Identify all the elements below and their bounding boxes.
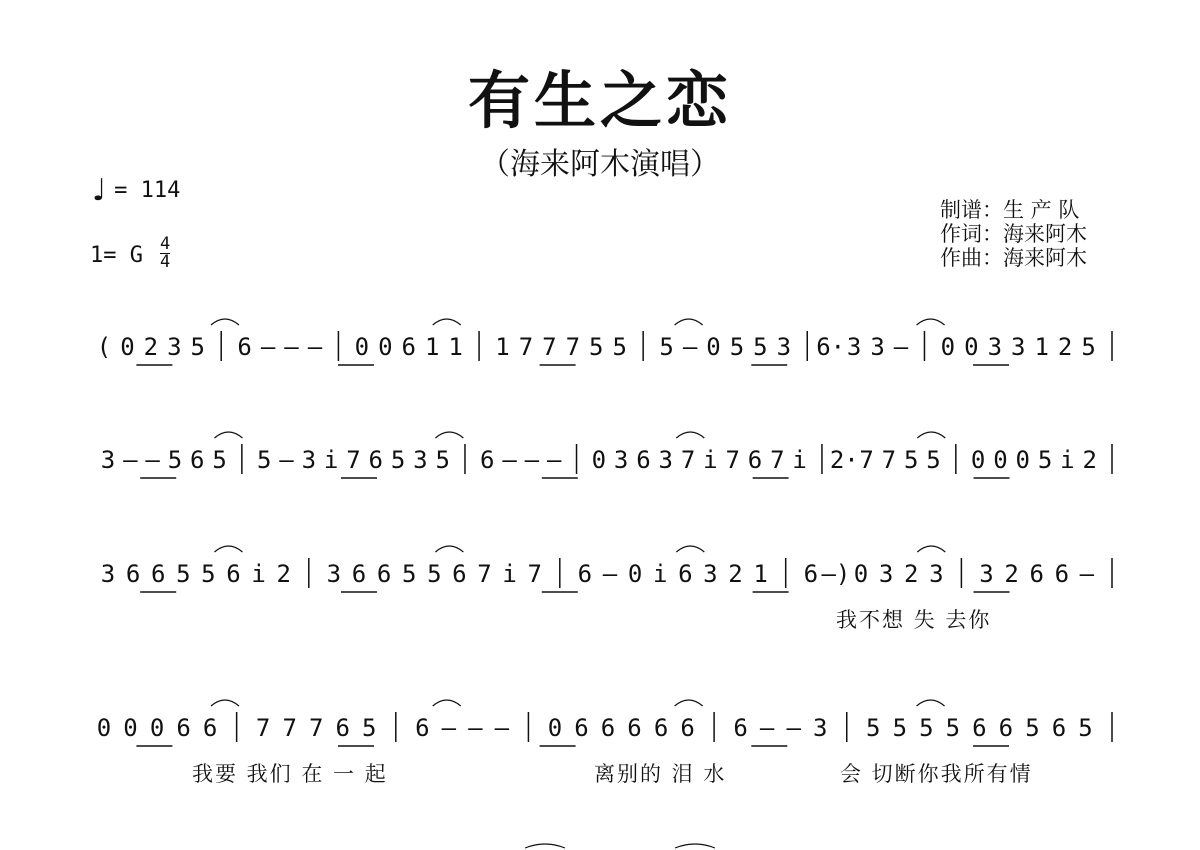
notation-symbol: 2	[1004, 560, 1019, 588]
notation-symbol: –	[524, 446, 540, 474]
notation-symbol: 7	[859, 446, 874, 474]
notation-symbol: 1	[753, 560, 768, 588]
notation-symbol: 5	[1025, 714, 1040, 742]
notation-symbol: 6	[125, 560, 141, 588]
key-signature: 1= G	[90, 243, 143, 268]
notation-symbol: 0	[378, 333, 393, 361]
notation-symbol: 5	[435, 446, 450, 474]
notation-symbol: 1	[495, 333, 510, 361]
notation-symbol: 0	[120, 333, 135, 361]
notation-symbol: 3	[812, 714, 828, 742]
slur-mark	[675, 844, 715, 848]
notation-symbol: 5	[753, 333, 768, 361]
notation-symbol: 6	[150, 560, 166, 588]
notation-symbol: 5	[190, 333, 205, 361]
notation-symbol: 6	[1054, 560, 1070, 588]
slur-mark	[211, 700, 239, 706]
notation-symbol: 6·	[816, 333, 846, 361]
notation-symbol: –	[602, 560, 618, 588]
notation-symbol: 5	[401, 560, 417, 588]
notation-symbol: 2	[276, 560, 291, 588]
notation-symbol: 7	[518, 333, 534, 361]
lyric-line-3: 我不想 失 去你	[836, 608, 992, 632]
notation-symbol: 5	[892, 714, 908, 742]
slur-mark	[214, 432, 242, 438]
notation-symbol: 6	[452, 560, 467, 588]
notation-symbol: –	[284, 333, 299, 361]
notation-symbol: 6	[237, 333, 252, 361]
notation-symbol: 6	[415, 714, 430, 742]
composer-credit: 作曲：海来阿木	[940, 246, 1087, 270]
notation-symbol: 0	[354, 333, 370, 361]
notation-symbol: i	[652, 560, 668, 588]
notation-symbol: 3	[1011, 333, 1026, 361]
notation-symbol: 7	[542, 333, 557, 361]
notation-symbol: 5	[256, 446, 272, 474]
notation-symbol: 5	[427, 560, 442, 588]
notation-symbol: 3	[703, 560, 718, 588]
notation-symbol: 6	[636, 446, 651, 474]
notation-symbol: 0	[547, 714, 563, 742]
lyric-line-4c: 会 切断你我所有情	[840, 762, 1033, 786]
notation-symbol: –	[145, 446, 160, 474]
notation-symbol: 6	[627, 714, 642, 742]
meter-top: 4	[160, 234, 171, 254]
notation-symbol: –	[494, 714, 510, 742]
notation-symbol: 3	[878, 560, 894, 588]
notation-symbol: 0	[940, 333, 956, 361]
slur-mark	[917, 319, 945, 325]
notation-symbol: 5	[1078, 714, 1093, 742]
notation-symbol: 6	[176, 714, 191, 742]
notation-symbol: 0	[706, 333, 721, 361]
notation-symbol: –	[1079, 560, 1095, 588]
notation-symbol: 6	[733, 714, 748, 742]
slur-mark	[433, 700, 461, 706]
notation-symbol: 3	[929, 560, 944, 588]
notation-symbol: –	[123, 446, 138, 474]
notation-symbol: 3	[846, 333, 862, 361]
slur-mark	[435, 546, 463, 552]
slur-mark	[917, 700, 945, 706]
notation-symbol: –	[279, 446, 294, 474]
notation-symbol: 7	[308, 714, 324, 742]
notation-symbol: 5	[866, 714, 881, 742]
slur-mark	[675, 700, 703, 706]
notation-symbol: 6	[376, 560, 392, 588]
notation-symbol: 3	[870, 333, 885, 361]
notation-symbol: 5	[362, 714, 377, 742]
performer-subtitle: （海来阿木演唱）	[480, 147, 720, 182]
notation-symbol: 0	[591, 446, 607, 474]
notation-symbol: –	[759, 714, 775, 742]
slur-mark	[917, 546, 945, 552]
notation-symbol: 6	[226, 560, 241, 588]
notation-symbol: 0	[1015, 446, 1030, 474]
notation-symbol: –	[441, 714, 457, 742]
notation-symbol: 3	[658, 446, 674, 474]
notation-symbol: 5	[1037, 446, 1053, 474]
notation-symbol: 7	[477, 560, 492, 588]
notation-symbol: 6	[1051, 714, 1067, 742]
notation-symbol: 0	[149, 714, 165, 742]
slur-mark	[211, 319, 239, 325]
notation-symbol: i	[502, 560, 517, 588]
notation-symbol: 2·	[829, 446, 859, 474]
notation-symbol: 6	[577, 560, 593, 588]
notation-symbol: 3	[100, 560, 116, 588]
notation-symbol: 5	[1081, 333, 1096, 361]
notation-symbol: 3	[613, 446, 629, 474]
notation-symbol: 0	[964, 333, 979, 361]
notation-symbol: 7	[346, 446, 361, 474]
notation-symbol: 6	[803, 560, 819, 588]
notation-symbol: 5	[589, 333, 604, 361]
notation-symbol: –	[307, 333, 323, 361]
slur-mark	[676, 432, 704, 438]
notation-symbol: 6	[335, 714, 350, 742]
notation-symbol: 7	[565, 333, 581, 361]
notation-symbol: 6	[1029, 560, 1044, 588]
notation-symbol: 7	[527, 560, 542, 588]
slur-mark	[435, 432, 463, 438]
notation-symbol: 7	[770, 446, 785, 474]
notation-symbol: 3	[326, 560, 342, 588]
quarter-note-icon: ♩	[92, 173, 107, 208]
slur-mark	[214, 546, 242, 552]
meter-bottom: 4	[160, 252, 171, 272]
notation-symbol: 3	[776, 333, 792, 361]
notation-symbol: 3	[100, 446, 116, 474]
notation-symbol: 6	[574, 714, 589, 742]
notation-symbol: 5	[176, 560, 191, 588]
song-title: 有生之恋	[467, 64, 732, 137]
notation-symbol: 3	[301, 446, 317, 474]
notation-symbol: i	[251, 560, 266, 588]
notation-symbol: 6	[680, 714, 695, 742]
slur-mark	[676, 546, 704, 552]
notation-symbol: –	[468, 714, 483, 742]
notation-symbol: 7	[881, 446, 897, 474]
notation-symbol: –	[502, 446, 517, 474]
notation-symbol: i	[323, 446, 339, 474]
notation-symbol: 7	[255, 714, 271, 742]
notation-symbol: 3	[413, 446, 428, 474]
notation-symbol: 5	[903, 446, 919, 474]
notation-symbol: –	[786, 714, 801, 742]
notation-symbol: 5	[926, 446, 941, 474]
notation-symbol: i	[1060, 446, 1075, 474]
notation-symbol: 0	[993, 446, 1008, 474]
notation-symbol: –	[546, 446, 562, 474]
notation-symbol: 3	[167, 333, 182, 361]
notation-symbol: 2	[143, 333, 159, 361]
notation-symbol: 6	[190, 446, 205, 474]
notation-symbol: (	[96, 333, 112, 361]
notation-symbol: 5	[729, 333, 745, 361]
notation-symbol: 6	[678, 560, 693, 588]
notation-symbol: 6	[653, 714, 669, 742]
lyricist-credit: 作词：海来阿木	[940, 222, 1087, 246]
notation-symbol: 5	[659, 333, 674, 361]
tempo-value: = 114	[114, 178, 181, 203]
lyric-line-4b: 离别的 泪 水	[594, 762, 727, 786]
slur-mark	[525, 844, 565, 848]
notation-symbol: 1	[448, 333, 463, 361]
notation-symbol: 3	[987, 333, 1003, 361]
notation-symbol: 5	[201, 560, 216, 588]
notation-symbol: 5	[612, 333, 627, 361]
notation-symbol: 5	[919, 714, 934, 742]
notation-symbol: 0	[123, 714, 138, 742]
notation-symbol: 1	[1034, 333, 1049, 361]
notation-symbol: 2	[728, 560, 743, 588]
notation-symbol: 6	[998, 714, 1014, 742]
notation-symbol: 2	[903, 560, 919, 588]
notation-symbol: 2	[1082, 446, 1097, 474]
slur-mark	[917, 432, 945, 438]
notation-symbol: 5	[945, 714, 961, 742]
notation-symbol: 6	[351, 560, 367, 588]
notation-symbol: 0	[970, 446, 986, 474]
notation-symbol: 0	[627, 560, 643, 588]
notation-symbol: 6	[972, 714, 987, 742]
notation-symbol: 5	[212, 446, 227, 474]
notation-symbol: 7	[680, 446, 696, 474]
slur-mark	[675, 319, 703, 325]
notation-symbol: 1	[424, 333, 440, 361]
notation-symbol: –	[893, 333, 909, 361]
notation-symbol: 5	[390, 446, 406, 474]
notation-symbol: i	[703, 446, 718, 474]
lyric-line-4a: 我要 我们 在 一 起	[192, 762, 388, 786]
notation-symbol: 5	[167, 446, 183, 474]
notation-symbol: 6	[368, 446, 383, 474]
arranger-credit: 制谱：生 产 队	[940, 198, 1080, 222]
notation-symbol: 3	[979, 560, 994, 588]
notation-symbol: –	[260, 333, 276, 361]
notation-symbol: 6	[600, 714, 616, 742]
notation-symbol: 6	[747, 446, 763, 474]
notation-symbol: 2	[1057, 333, 1073, 361]
notation-symbol: i	[792, 446, 807, 474]
notation-symbol: 6	[480, 446, 495, 474]
notation-symbol: 6	[202, 714, 218, 742]
notation-symbol: 7	[725, 446, 740, 474]
slur-mark	[433, 319, 461, 325]
notation-symbol: 0	[96, 714, 112, 742]
notation-symbol: –	[682, 333, 698, 361]
notation-symbol: 6	[401, 333, 416, 361]
notation-symbol: –)	[821, 560, 851, 588]
notation-symbol: 7	[282, 714, 297, 742]
notation-symbol: 0	[853, 560, 869, 588]
